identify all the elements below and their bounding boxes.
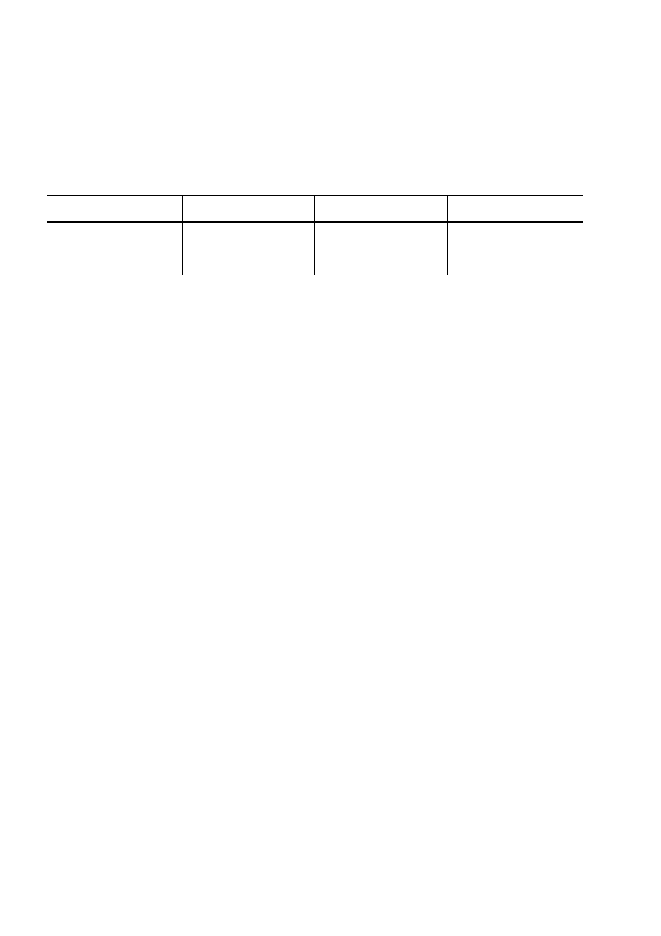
table-3-col-divider	[314, 195, 315, 275]
table-3-col-divider	[182, 195, 183, 275]
table-3-header-rule	[47, 221, 583, 223]
table-3-top-rule	[47, 195, 583, 196]
table-3-col-divider	[447, 195, 448, 275]
